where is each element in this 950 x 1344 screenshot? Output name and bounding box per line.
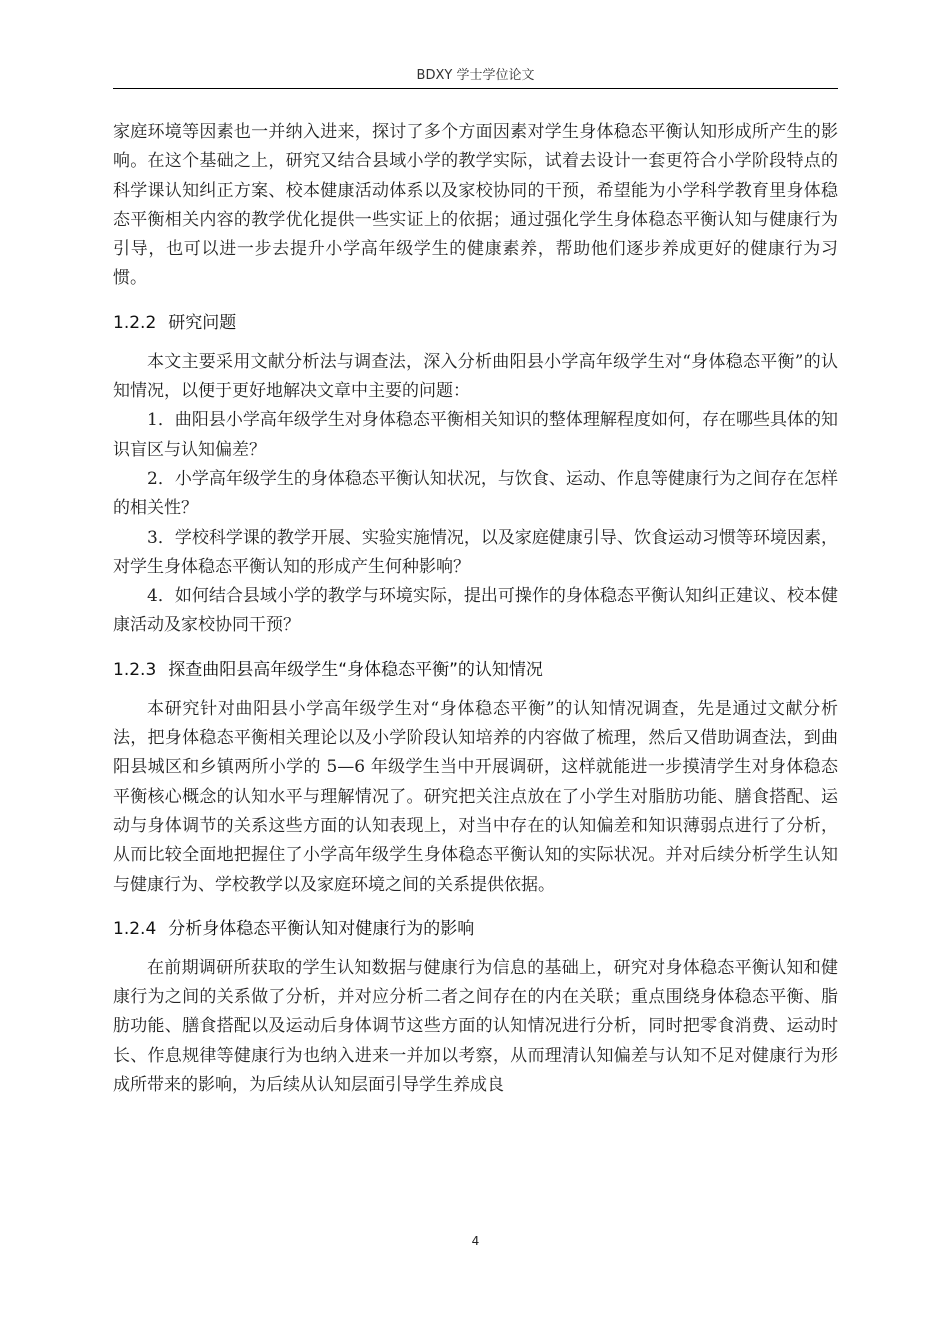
page-body xyxy=(113,118,838,1100)
research-question-2: 2．小学高年级学生的身体稳态平衡认知状况，与饮食、运动、作息等健康行为之间存在怎样的相关性？ xyxy=(113,468,838,519)
section-paragraph: 本文主要采用文献分析法与调查法，深入分析曲阳县小学高年级学生对“身体稳态平衡”的认知情况，以便于更好地解决文章中主要的问题： xyxy=(113,351,838,402)
research-question-1: 1．曲阳县小学高年级学生对身体稳态平衡相关知识的整体理解程度如何，存在哪些具体的知识盲区与认知偏差？ xyxy=(113,410,838,460)
section-title: 探查曲阳县高年级学生“身体稳态平衡”的认知情况 xyxy=(168,659,543,680)
section-title: 分析身体稳态平衡认知对健康行为的影响 xyxy=(168,918,475,939)
section-number: 1.2.2 xyxy=(113,312,157,333)
header-divider xyxy=(113,88,838,89)
section-heading-1-2-2 xyxy=(113,312,838,334)
section-heading-1-2-4 xyxy=(113,918,838,940)
research-question-3: 3．学校科学课的教学开展、实验实施情况，以及家庭健康引导、饮食运动习惯等环境因素，对学生身体稳态平衡认知的形成产生何种影响？ xyxy=(113,527,838,577)
page-number: 4 xyxy=(471,1234,480,1248)
section-number: 1.2.4 xyxy=(113,918,157,939)
section-heading-1-2-3 xyxy=(113,659,838,681)
running-header: BDXY 学士学位论文 xyxy=(416,68,535,83)
section-title: 研究问题 xyxy=(168,312,237,333)
section-paragraph: 在前期调研所获取的学生认知数据与健康行为信息的基础上，研究对身体稳态平衡认知和健康行为之间的关系做了分析，并对应分析二者之间存在的内在关联；重点围绕身体稳态平衡、脂肪功能、膳食搭配以及运动后身体调节这些方面的认知情况进行分析，同时把零食消费、运动时长、作息规律等健康行为也纳入进来一并加以考察，从而理清认知偏差与认知不足对健康行为形成所带来的影响，为后续从认知层面引导学生养成良 xyxy=(113,957,838,1096)
section-number: 1.2.3 xyxy=(113,659,157,680)
intro-paragraph: 家庭环境等因素也一并纳入进来，探讨了多个方面因素对学生身体稳态平衡认知形成所产生的影响。在这个基础之上，研究又结合县域小学的教学实际，试着去设计一套更符合小学阶段特点的科学课认知纠正方案、校本健康活动体系以及家校协同的干预，希望能为小学科学教育里身体稳态平衡相关内容的教学优化提供一些实证上的依据；通过强化学生身体稳态平衡认知与健康行为引导，也可以进一步去提升小学高年级学生的健康素养，帮助他们逐步养成更好的健康行为习惯。 xyxy=(113,122,838,289)
section-paragraph: 本研究针对曲阳县小学高年级学生对“身体稳态平衡”的认知情况调查，先是通过文献分析法，把身体稳态平衡相关理论以及小学阶段认知培养的内容做了梳理，然后又借助调查法，到曲阳县城区和乡镇两所小学的 5—6 年级学生当中开展调研，这样就能进一步摸清学生对身体稳态平衡核心概念的认知水平与理解情况了。研究把关注点放在了小学生对脂肪功能、膳食搭配、运动与身体调节的关系这些方面的认知表现上，对当中存在的认知偏差和知识薄弱点进行了分析，从而比较全面地把握住了小学高年级学生身体稳态平衡认知的实际状况。并对后续分析学生认知与健康行为、学校教学以及家庭环境之间的关系提供依据。 xyxy=(113,698,838,895)
research-question-4: 4．如何结合县域小学的教学与环境实际，提出可操作的身体稳态平衡认知纠正建议、校本健康活动及家校协同干预？ xyxy=(113,586,838,636)
